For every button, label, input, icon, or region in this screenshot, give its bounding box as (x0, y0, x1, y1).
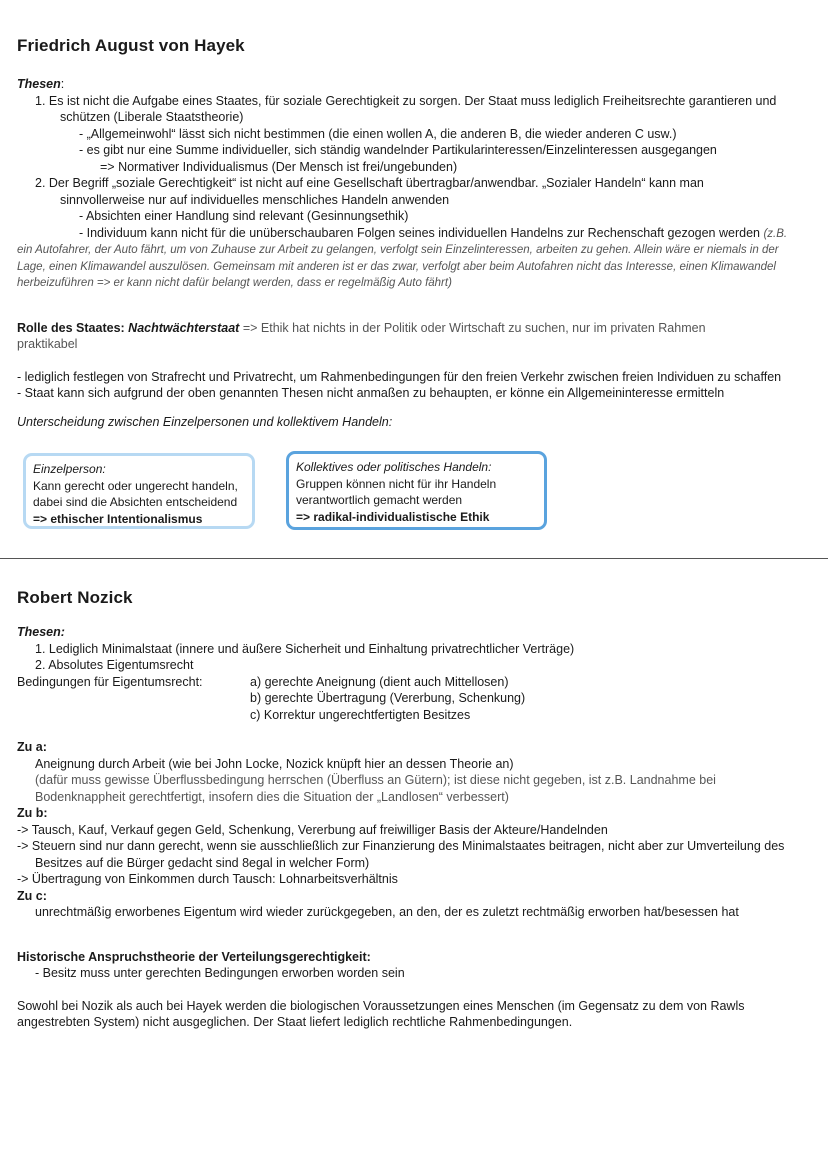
hayek-example-2: Lage, einen Klimawandel auszulösen. Gemeinsam mit anderen ist er das zwar, verfolgt aber beim Autofahren nicht das Interesse, einen Klimawandel (17, 260, 776, 273)
kollektives-line-2: verantwortlich gemacht werden (296, 493, 463, 507)
zu-b-item-2: -> Steuern sind nur dann gerecht, wenn sie ausschließlich zur Finanzierung des Minimalstaates beitragen, nicht aber zur Umverteilung des (17, 839, 785, 853)
zu-c-heading: Zu c: (17, 888, 47, 903)
hayek-rolle-bullet-1: - lediglich festlegen von Strafrecht und Privatrecht, um Rahmenbedingungen für den freien Verkehr zwischen freien Individuen zu schaffen (17, 369, 782, 384)
nozick-title: Robert Nozick (17, 588, 133, 607)
zu-c-line-1: unrechtmäßig erworbenes Eigentum wird wieder zurückgegeben, an den, der es zuletzt rechtmäßig erworben hat/besessen hat (35, 905, 739, 919)
einzelperson-box (23, 453, 255, 529)
hayek-thesis-1-point-b: - es gibt nur eine Summe individueller, sich ständig wandelnder Partikularinteressen/Einzelinteressen ausgegangen (79, 143, 717, 157)
nozick-thesis-2: 2. Absolutes Eigentumsrecht (35, 658, 194, 672)
condition-a: a) gerechte Aneignung (dient auch Mittellosen) (250, 674, 509, 689)
section-divider (0, 558, 828, 559)
hayek-thesis-1-point-a: - „Allgemeinwohl“ lässt sich nicht bestimmen (die einen wollen A, die anderen B, die wieder anderen C usw.) (79, 126, 677, 141)
zu-a-heading: Zu a: (17, 740, 47, 754)
zu-a-line-3: Bodenknappheit gerechtfertigt, insofern dies die Situation der „Landlosen“ verbessert) (35, 789, 509, 804)
condition-b: b) gerechte Übertragung (Vererbung, Schenkung) (250, 691, 526, 705)
zu-b-item-3: -> Übertragung von Einkommen durch Tausch: Lohnarbeitsverhältnis (17, 872, 398, 886)
kollektives-title: Kollektives oder politisches Handeln: (296, 460, 492, 474)
condition-c: c) Korrektur ungerechtfertigten Besitzes (250, 707, 471, 722)
eigentumsrecht-conditions (17, 674, 817, 724)
historische-theorie-heading: Historische Anspruchstheorie der Verteilungsgerechtigkeit: (17, 949, 371, 964)
einzelperson-conclusion: => ethischer Intentionalismus (33, 511, 203, 526)
conclusion-line-1: Sowohl bei Nozik als auch bei Hayek werden die biologischen Voraussetzungen eines Menschen (im Gegensatz zu dem von Rawls (17, 998, 745, 1013)
hayek-rolle-heading: Rolle des Staates: Nachtwächterstaat => Ethik hat nichts in der Politik oder Wirtschaft zu suchen, nur im privaten Rahmen (17, 320, 706, 335)
conclusion-line-2: angestrebten System) nicht ausgeglichen. Der Staat liefert lediglich rechtliche Rahmenbedingungen. (17, 1015, 573, 1029)
kollektives-handeln-box (286, 451, 547, 530)
zu-a-line-2: (dafür muss gewisse Überflussbedingung herrschen (Überfluss an Gütern); ist diese nicht gegeben, ist z.B. Landnahme bei (35, 773, 716, 787)
hayek-thesis-1-cont: schützen (Liberale Staatstheorie) (60, 110, 244, 124)
hayek-section (17, 36, 817, 430)
historische-theorie-item: - Besitz muss unter gerechten Bedingungen erworben worden sein (35, 966, 405, 980)
nozick-section (17, 588, 817, 1031)
zu-a-line-1: Aneignung durch Arbeit (wie bei John Locke, Nozick knüpft hier an dessen Theorie an) (35, 756, 514, 771)
einzelperson-line-2: dabei sind die Absichten entscheidend (33, 495, 238, 509)
conditions-label: Bedingungen für Eigentumsrecht: (17, 674, 203, 689)
hayek-thesis-1-conclusion: => Normativer Individualismus (Der Mensch ist frei/ungebunden) (100, 159, 458, 174)
hayek-rolle-bullet-2: - Staat kann sich aufgrund der oben genannten Thesen nicht anmaßen zu behaupten, er könne ein Allgemeininteresse ermitteln (17, 386, 725, 400)
hayek-title: Friedrich August von Hayek (17, 36, 245, 55)
einzelperson-title: Einzelperson: (33, 462, 106, 476)
hayek-thesis-1: 1. Es ist nicht die Aufgabe eines Staates, für soziale Gerechtigkeit zu sorgen. Der Staat muss lediglich Freiheitsrechte garantieren und (35, 93, 777, 108)
kollektives-line-1: Gruppen können nicht für ihr Handeln (296, 476, 497, 491)
nozick-thesen-heading: Thesen: (17, 625, 65, 639)
hayek-thesen-heading: Thesen: (17, 77, 65, 91)
zu-b-item-2-cont: Besitzes auf die Bürger gedacht sind 8egal in welcher Form) (35, 855, 370, 870)
hayek-example-1: ein Autofahrer, der Auto fährt, um von Zuhause zur Arbeit zu gelangen, verfolgt sein Einzelinteressen, arbeiten zu gehen. Allein wäre er niemals in der (17, 244, 779, 256)
hayek-thesis-2-point-a: - Absichten einer Handlung sind relevant (Gesinnungsethik) (79, 209, 409, 223)
hayek-thesis-2-point-b: - Individuum kann nicht für die unüberschaubaren Folgen seines individuellen Handelns zur Rechenschaft gezogen werden (z.B. (79, 225, 788, 240)
hayek-rolle-cont: praktikabel (17, 337, 78, 351)
kollektives-conclusion: => radikal-individualistische Ethik (296, 509, 490, 524)
zu-b-heading: Zu b: (17, 806, 48, 820)
zu-b-item-1: -> Tausch, Kauf, Verkauf gegen Geld, Schenkung, Vererbung auf freiwilliger Basis der Akteure/Handelnden (17, 822, 608, 837)
einzelperson-line-1: Kann gerecht oder ungerecht handeln, (33, 478, 238, 493)
hayek-thesis-2-cont: sinnvollerweise nur auf individuelles menschliches Handeln anwenden (60, 192, 450, 207)
hayek-unterscheidung: Unterscheidung zwischen Einzelpersonen und kollektivem Handeln: (17, 414, 393, 429)
nozick-thesis-1: 1. Lediglich Minimalstaat (innere und äußere Sicherheit und Einhaltung privatrechtlicher Verträge) (35, 641, 575, 656)
hayek-thesis-2: 2. Der Begriff „soziale Gerechtigkeit“ ist nicht auf eine Gesellschaft übertragbar/anwendbar. „Sozialer Handeln“ kann man (35, 176, 704, 190)
hayek-example-3: herbeizuführen => er kann nicht dafür belangt werden, dass er regelmäßig Auto fährt) (17, 277, 452, 289)
